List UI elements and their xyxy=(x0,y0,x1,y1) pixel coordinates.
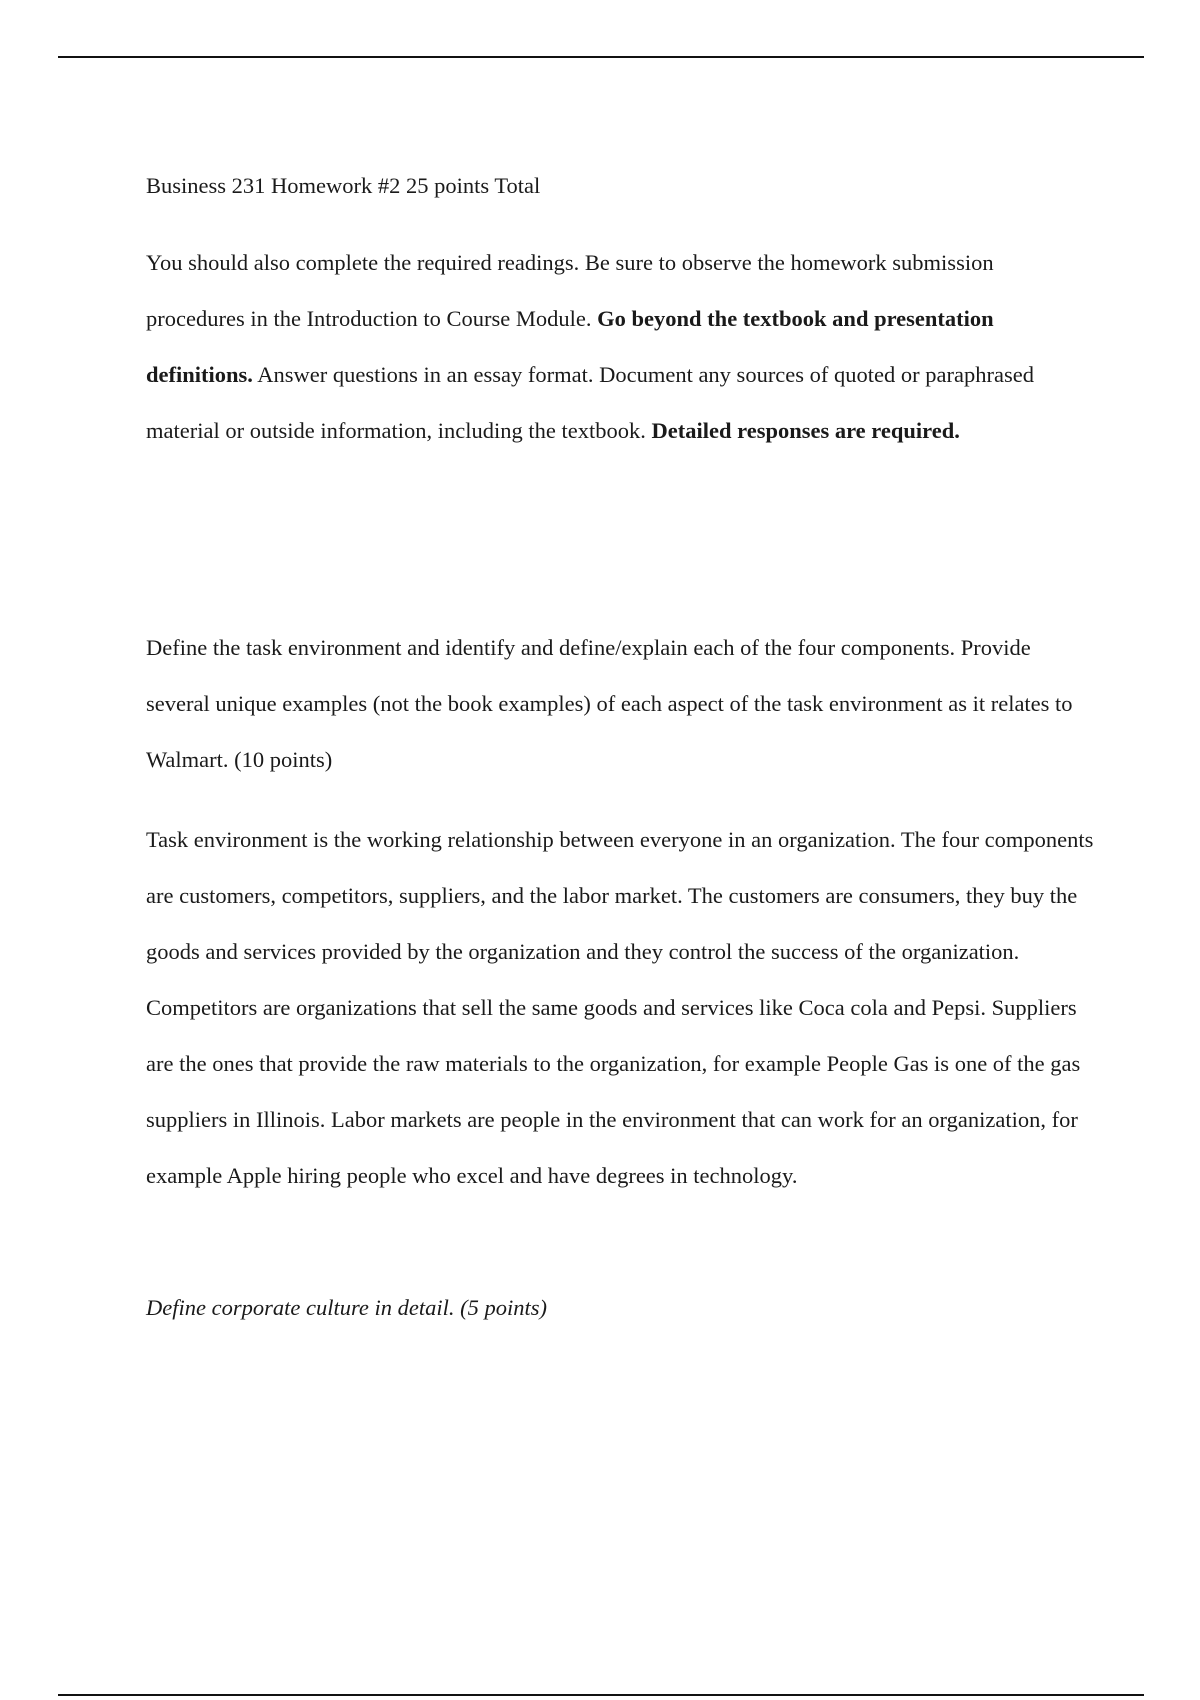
question-1: Define the task environment and identify and define/explain each of the four components. Provide several unique examples (not the book examples) of each aspect of the task environment as it relates to Walmart. (10 points) xyxy=(146,635,1073,772)
top-rule xyxy=(58,56,1144,58)
document-title: Business 231 Homework #2 25 points Total xyxy=(146,173,541,198)
question-2: Define corporate culture in detail. (5 points) xyxy=(146,1295,547,1320)
intro-paragraph xyxy=(146,235,1096,459)
bottom-rule xyxy=(58,1694,1144,1696)
answer-1: Task environment is the working relationship between everyone in an organization. The four components are customers, competitors, suppliers, and the labor market. The customers are consumers, they buy the goods and services provided by the organization and they control the success of the organization. Competitors are organizations that sell the same goods and services like Coca cola and Pepsi. Suppliers are the ones that provide the raw materials to the organization, for example People Gas is one of the gas suppliers in Illinois. Labor markets are people in the environment that can work for an organization, for example Apple hiring people who excel and have degrees in technology. xyxy=(146,827,1094,1188)
intro-bold-2: Detailed responses are required. xyxy=(651,418,960,443)
intro-text-2: Answer questions in an essay format. Document any sources of quoted or paraphrased material or outside information, including the textbook. xyxy=(146,362,1034,443)
intro-bold-1: Go beyond the textbook and presentation definitions. xyxy=(146,306,994,387)
intro-text-1: You should also complete the required readings. Be sure to observe the homework submission procedures in the Introduction to Course Module. xyxy=(146,250,994,331)
